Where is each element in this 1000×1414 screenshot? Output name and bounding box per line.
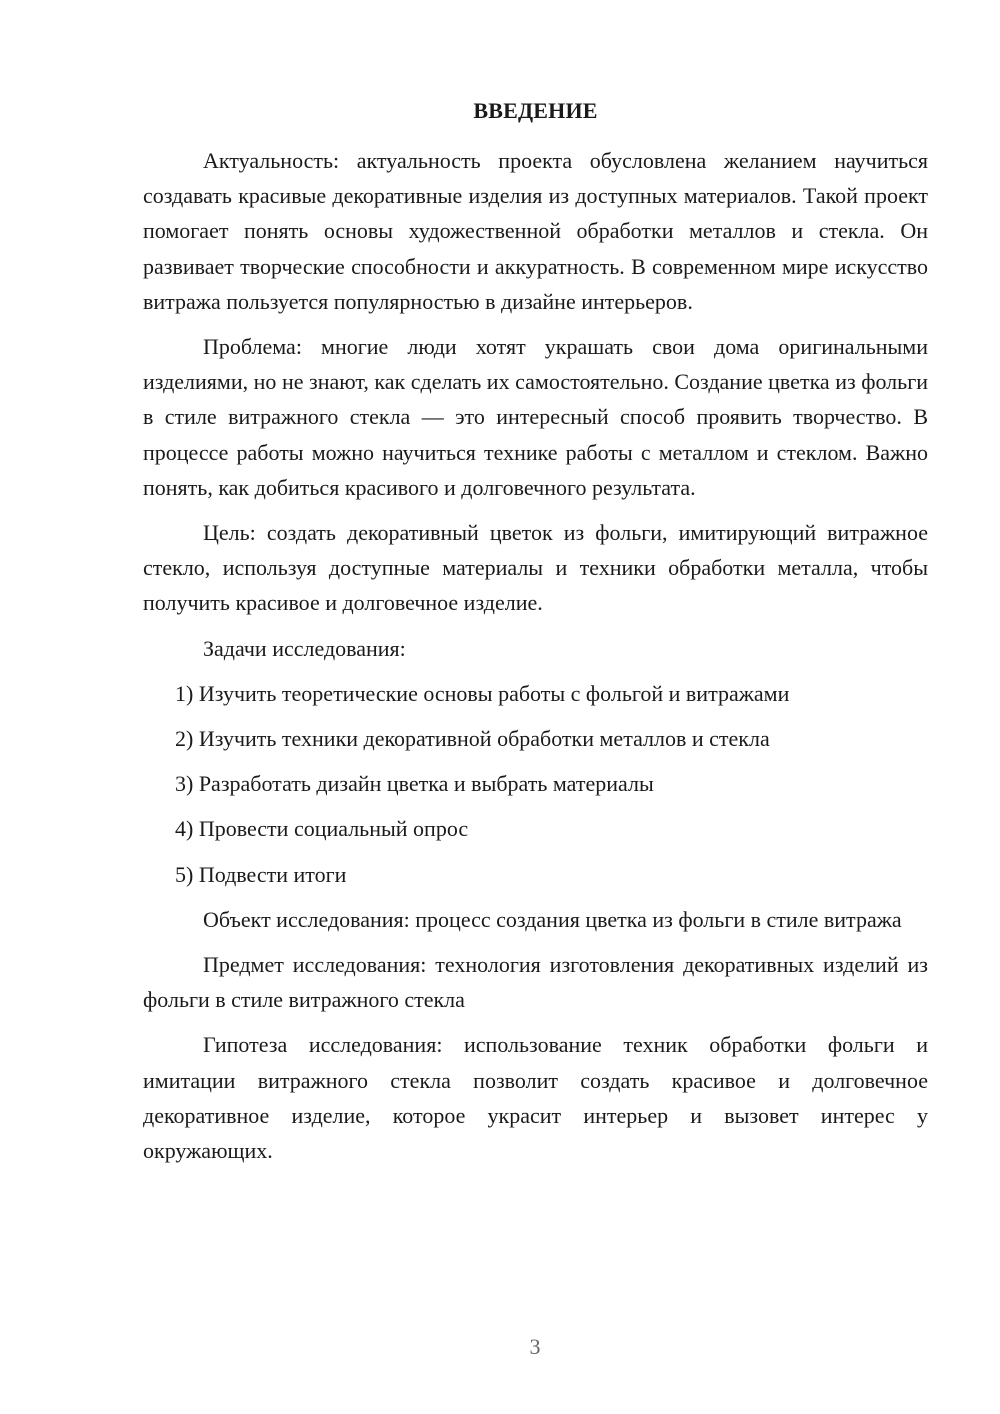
list-item: 5) Подвести итоги xyxy=(175,861,347,887)
page-number: 3 xyxy=(529,1334,541,1359)
page-title: ВВЕДЕНИЕ xyxy=(473,98,598,123)
document-body xyxy=(143,143,928,1178)
list-item: 4) Провести социальный опрос xyxy=(175,816,469,842)
paragraph-subject: Предмет исследования: технология изготовления декоративных изделий из фольги в стиле витражного стекла xyxy=(143,952,928,1013)
paragraph-object: Объект исследования: процесс создания цветка из фольги в стиле витража xyxy=(203,906,902,932)
list-item: 3) Разработать дизайн цветка и выбрать материалы xyxy=(175,771,654,797)
paragraph-problem: Проблема: многие люди хотят украшать свои дома оригинальными изделиями, но не знают, как сделать их самостоятельно. Создание цветка из фольги в стиле витражного стекла — это интересный способ проявить творчество. В процессе работы можно научиться технике работы с металлом и стеклом. Важно понять, как добиться красивого и долговечного результата. xyxy=(143,334,928,500)
list-item: 1) Изучить теоретические основы работы с фольгой и витражами xyxy=(175,680,790,706)
tasks-list xyxy=(143,676,928,892)
tasks-heading: Задачи исследования: xyxy=(203,635,406,661)
list-item: 2) Изучить техники декоративной обработки металлов и стекла xyxy=(175,726,770,752)
paragraph-relevance: Актуальность: актуальность проекта обусловлена желанием научиться создавать красивые декоративные изделия из доступных материалов. Такой проект помогает понять основы художественной обработки металлов и стекла. Он развивает творческие способности и аккуратность. В современном мире искусство витража пользуется популярностью в дизайне интерьеров. xyxy=(143,148,928,314)
paragraph-goal: Цель: создать декоративный цветок из фольги, имитирующий витражное стекло, используя доступные материалы и техники обработки металла, чтобы получить красивое и долговечное изделие. xyxy=(143,520,928,616)
paragraph-hypothesis: Гипотеза исследования: использование техник обработки фольги и имитации витражного стекла позволит создать красивое и долговечное декоративное изделие, которое украсит интерьер и вызовет интерес у окружающих. xyxy=(143,1032,928,1164)
